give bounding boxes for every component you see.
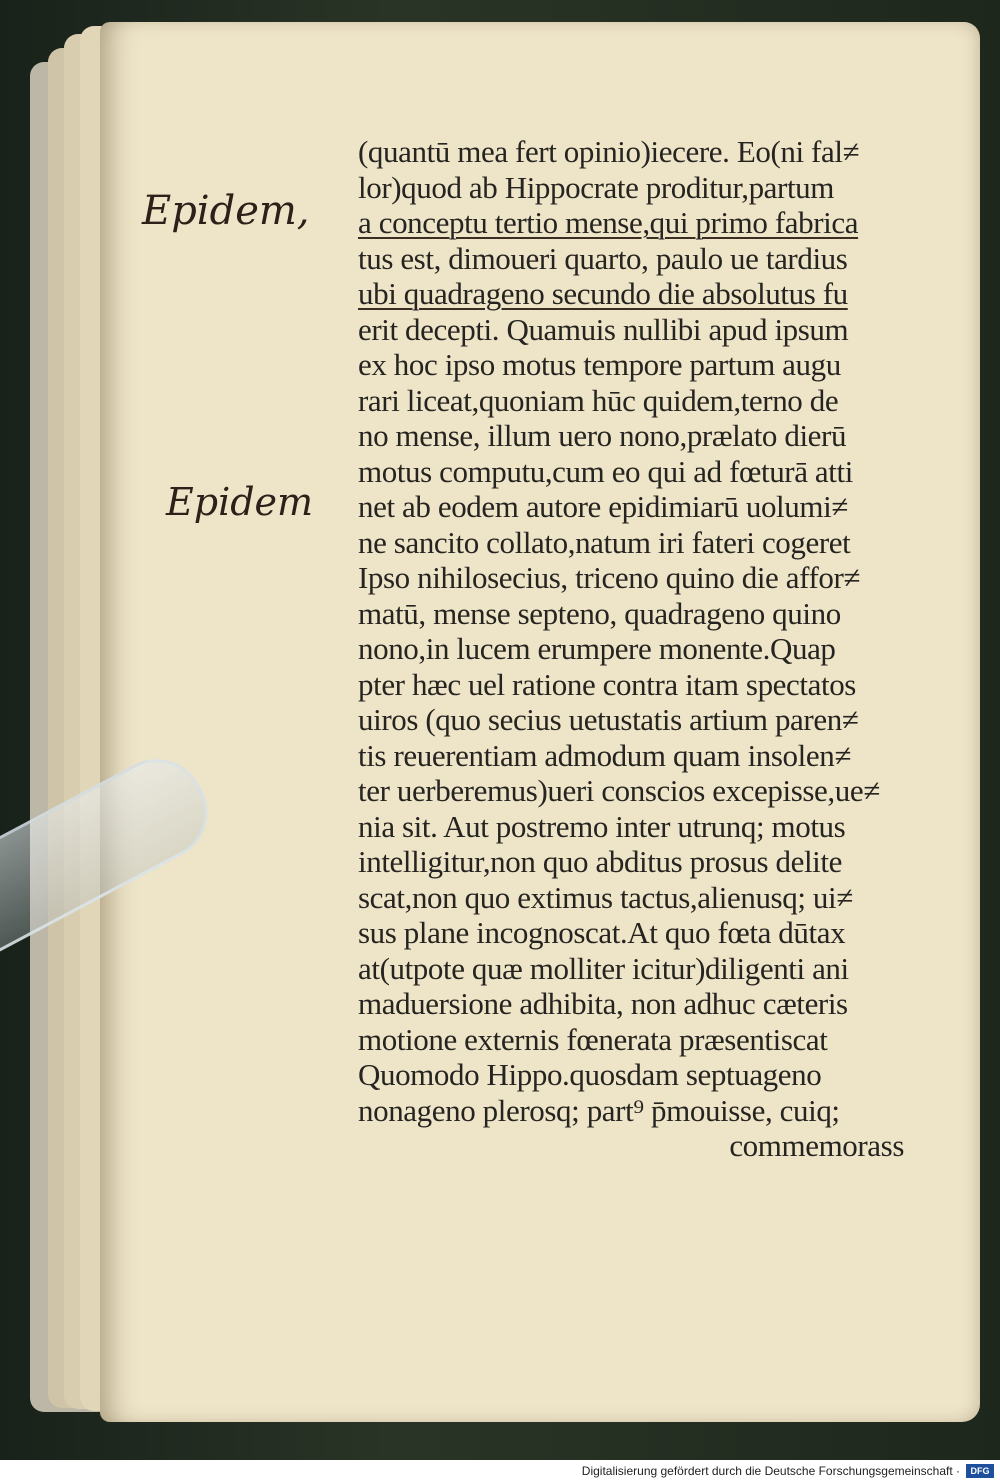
text-line: rari liceat,quoniam hūc quidem,terno de: [358, 382, 839, 418]
text-line: (quantū mea fert opinio)iecere. Eo(ni fal≠: [358, 134, 860, 169]
text-line: nia sit. Aut postremo inter utrunq; motus: [358, 808, 846, 844]
text-line: ter uerberemus)ueri conscios excepisse,ue≠: [358, 773, 880, 808]
catchword: commemorass: [729, 1128, 904, 1163]
text-line: net ab eodem autore epidimiarū uolumi≠: [358, 489, 848, 524]
text-line: sus plane incognoscat.At quo fœta dūtax: [358, 915, 846, 950]
text-line: matū, mense septeno, quadrageno quino: [358, 595, 841, 631]
text-line: Ipso nihilosecius, triceno quino die affor≠: [358, 560, 861, 595]
page-body-text: [358, 134, 918, 1164]
text-line: uiros (quo secius uetustatis artium paren≠: [358, 702, 859, 737]
text-line: intelligitur,non quo abditus prosus delite: [358, 844, 842, 879]
text-line: nonageno plerosq; part⁹ p̄mouisse, cuiq;: [358, 1092, 840, 1128]
text-line: ne sancito collato,natum iri fateri cogeret: [358, 524, 851, 560]
text-line: maduersione adhibita, non adhuc cæteris: [358, 986, 848, 1021]
text-line: scat,non quo extimus tactus,alienusq; ui≠: [358, 879, 853, 915]
text-line: tis reuerentiam admodum quam insolen≠: [358, 737, 851, 773]
text-line: a conceptu tertio mense,qui primo fabrica: [358, 205, 859, 240]
margin-annotation: Epidem,: [142, 188, 310, 234]
text-line: pter hæc uel ratione contra itam spectatos: [358, 666, 856, 702]
text-line: motione externis fœnerata præsentiscat: [358, 1021, 828, 1057]
text-line: ubi quadrageno secundo die absolutus fu: [358, 276, 848, 311]
text-line: at(utpote quæ molliter icitur)diligenti ani: [358, 950, 849, 986]
footer-credit: Digitalisierung gefördert durch die Deutsche Forschungsgemeinschaft ·: [581, 1464, 960, 1478]
margin-annotation: Epidem: [166, 480, 314, 524]
text-line: lor)quod ab Hippocrate proditur,partum: [358, 169, 834, 205]
text-line: Quomodo Hippo.quosdam septuageno: [358, 1057, 822, 1092]
text-line: ex hoc ipso motus tempore partum augu: [358, 347, 841, 382]
text-line: nono,in lucem erumpere monente.Quap: [358, 631, 836, 666]
text-line: motus computu,cum eo qui ad fœturā atti: [358, 453, 853, 489]
text-line: erit decepti. Quamuis nullibi apud ipsum: [358, 311, 849, 347]
text-line: tus est, dimoueri quarto, paulo ue tardius: [358, 240, 848, 276]
text-line: no mense, illum uero nono,prælato dierū: [358, 418, 847, 453]
dfg-logo: DFG: [966, 1464, 994, 1478]
